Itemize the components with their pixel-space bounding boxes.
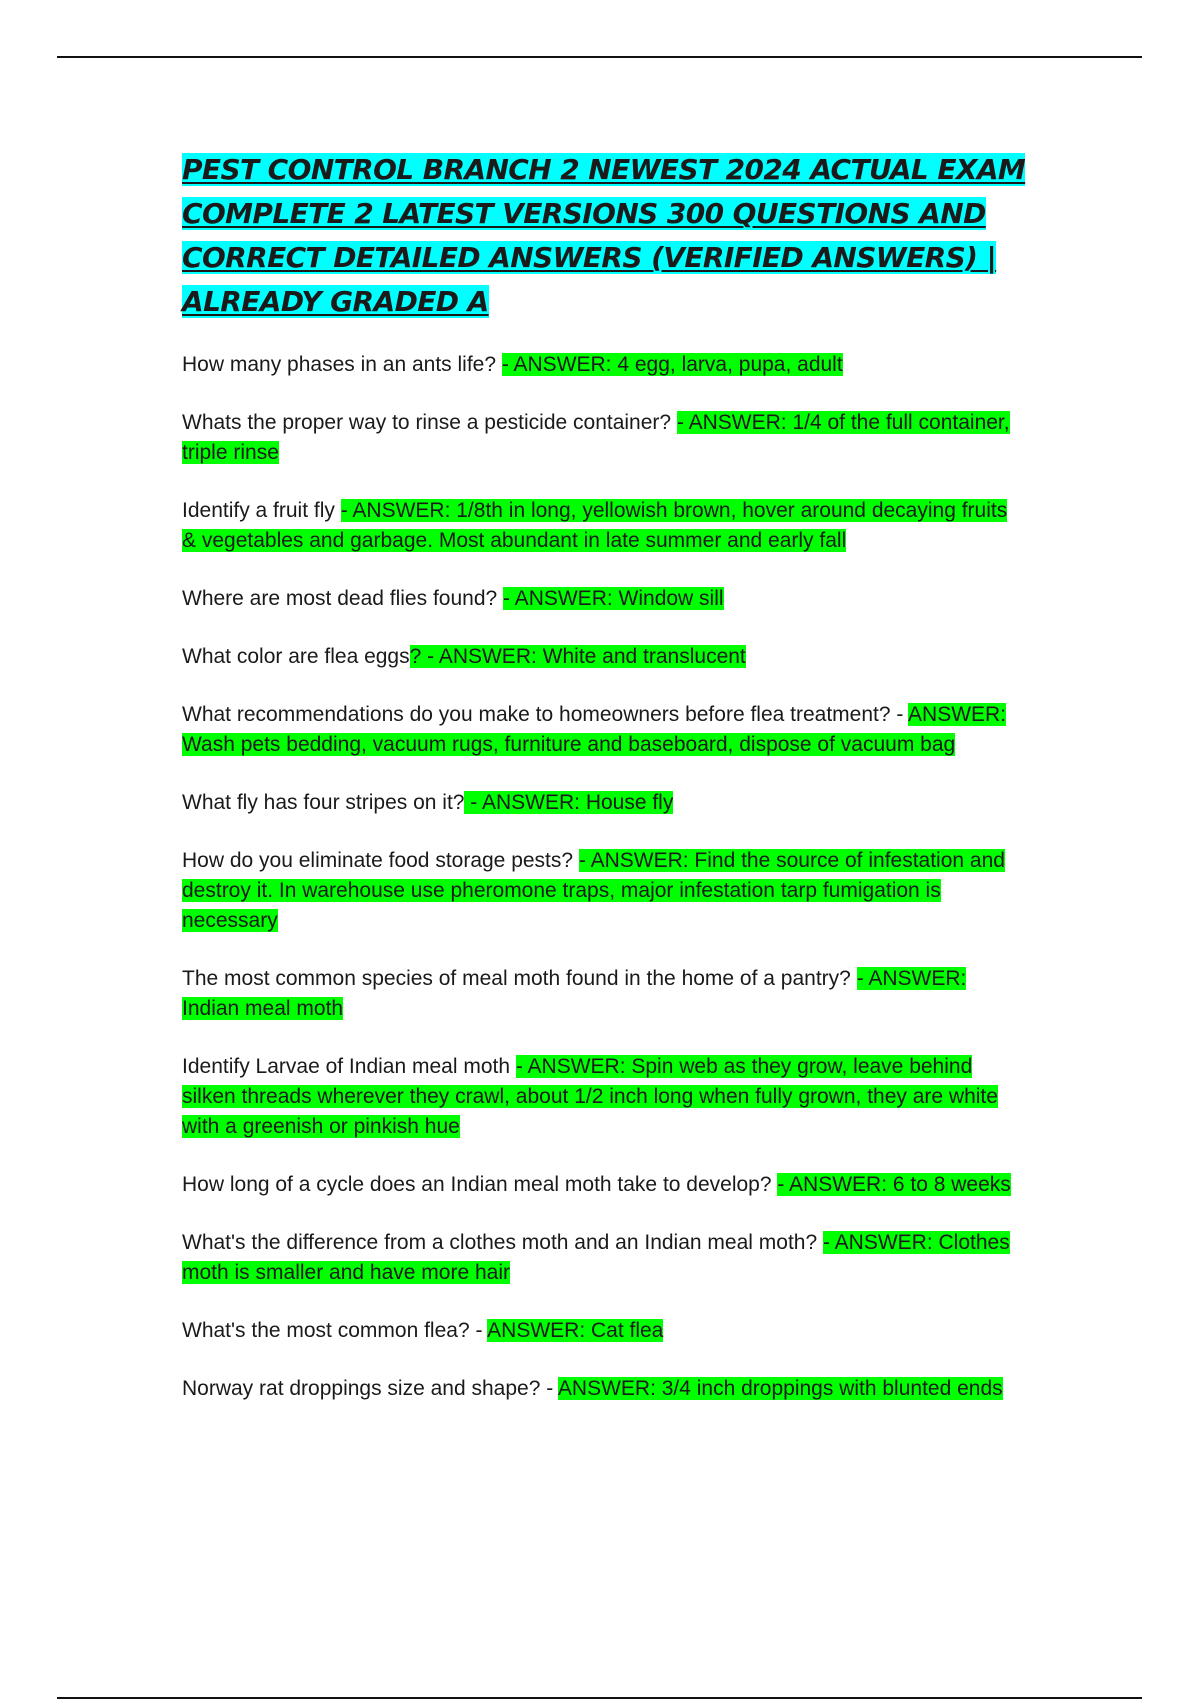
answer-text: - ANSWER: Spin web as they grow, leave behind silken threads wherever they crawl, about 1/2 inch long when fully grown, they are white with a greenish or pinkish hue [182,1055,998,1138]
qa-item [182,788,1027,818]
qa-item [182,1374,1027,1404]
qa-item [182,1170,1027,1200]
question-text: What's the difference from a clothes moth and an Indian meal moth? [182,1231,823,1254]
answer-text: ANSWER: Cat flea [487,1319,664,1342]
answer-text: ANSWER: 3/4 inch droppings with blunted ends [557,1377,1003,1400]
answer-text: ANSWER: Wash pets bedding, vacuum rugs, furniture and baseboard, dispose of vacuum bag [182,703,1007,756]
question-text: How do you eliminate food storage pests? [182,849,579,872]
header-rule [57,56,1142,58]
qa-item [182,584,1027,614]
question-text: How many phases in an ants life? [182,353,502,376]
question-text: Identify a fruit fly [182,499,341,522]
question-text: Whats the proper way to rinse a pesticide container? [182,411,677,434]
question-text: What fly has four stripes on it? [182,791,465,814]
qa-item [182,350,1027,380]
answer-text: - ANSWER: Window sill [503,587,724,610]
answer-text: - ANSWER: Find the source of infestation and destroy it. In warehouse use pheromone traps, major infestation tarp fumigation is necessary [182,849,1005,932]
question-text: Identify Larvae of Indian meal moth [182,1055,516,1078]
answer-text: - ANSWER: Indian meal moth [182,967,967,1020]
document-title-text: PEST CONTROL BRANCH 2 NEWEST 2024 ACTUAL EXAM COMPLETE 2 LATEST VERSIONS 300 QUESTIONS AND CORRECT DETAILED ANSWERS (VERIFIED ANSWERS) | ALREADY GRADED A [182,153,1026,318]
question-text: How long of a cycle does an Indian meal moth take to develop? [182,1173,778,1196]
qa-item [182,846,1027,936]
question-text: Where are most dead flies found? [182,587,504,610]
qa-item [182,700,1027,760]
answer-text: - ANSWER: 6 to 8 weeks [777,1173,1011,1196]
document-title [182,148,1027,324]
qa-item [182,1052,1027,1142]
qa-item [182,408,1027,468]
answer-text: - ANSWER: 1/8th in long, yellowish brown, hover around decaying fruits & vegetables and garbage. Most abundant in late summer and early fall [182,499,1008,552]
answer-text: ? - ANSWER: White and translucent [409,645,746,668]
question-text: The most common species of meal moth found in the home of a pantry? [182,967,857,990]
answer-text: - ANSWER: 4 egg, larva, pupa, adult [501,353,843,376]
answer-text: - ANSWER: Clothes moth is smaller and have more hair [182,1231,1010,1284]
question-text: Norway rat droppings size and shape? - [182,1377,558,1400]
qa-item [182,964,1027,1024]
qa-item [182,642,1027,672]
question-text: What recommendations do you make to homeowners before flea treatment? - [182,703,909,726]
qa-item [182,496,1027,556]
qa-item [182,1316,1027,1346]
question-text: What's the most common flea? - [182,1319,488,1342]
qa-item [182,1228,1027,1288]
answer-text: - ANSWER: 1/4 of the full container, triple rinse [182,411,1010,464]
document-body [182,148,1027,1432]
footer-rule [57,1697,1142,1699]
question-text: What color are flea eggs [182,645,410,668]
answer-text: - ANSWER: House fly [464,791,674,814]
